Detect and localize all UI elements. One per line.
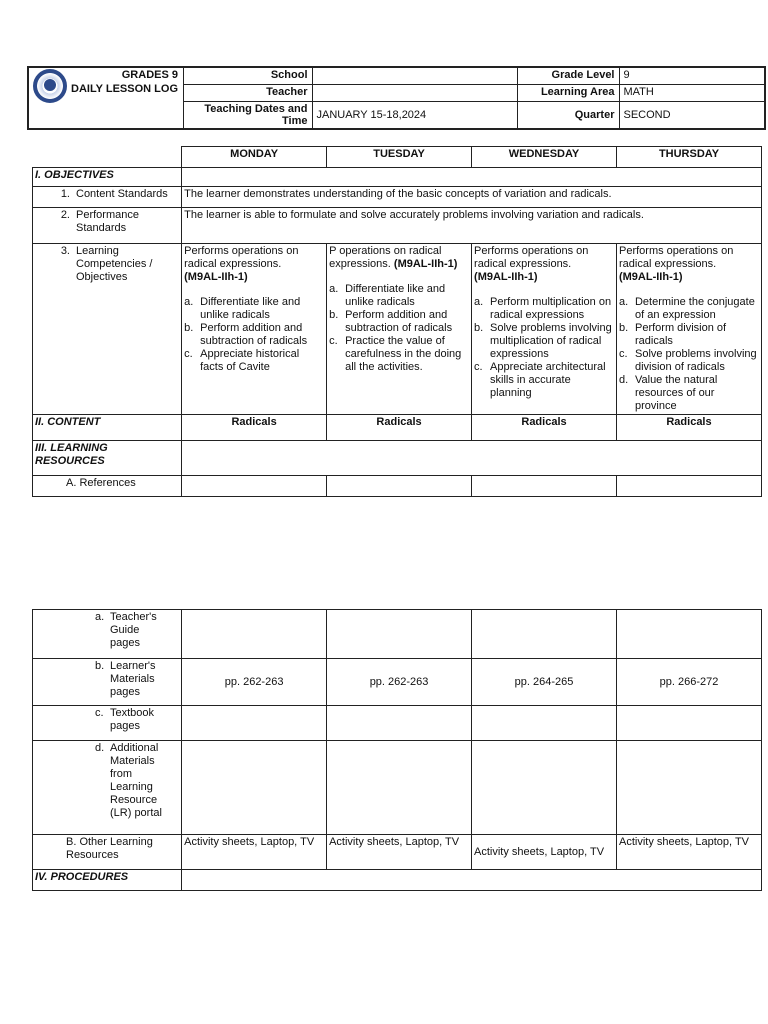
sub-marker: b. (95, 660, 105, 672)
grade-level-value: 9 (619, 67, 765, 85)
tg-thursday (616, 610, 761, 659)
item-marker: b. (329, 309, 339, 321)
item-marker: c. (184, 348, 193, 360)
competency-item: Determine the conjugate of an expression (634, 296, 755, 321)
lm-tuesday: pp. 262-263 (327, 659, 472, 706)
competency-code: (M9AL-IIh-1) (474, 271, 538, 283)
competencies-label: Learning Competencies / Objectives (76, 245, 153, 283)
tb-wednesday (472, 706, 617, 741)
teacher-label: Teacher (183, 85, 312, 102)
other-resources-label: B. Other Learning Resources (33, 835, 182, 870)
lm-wednesday: pp. 264-265 (472, 659, 617, 706)
corner-cell (33, 147, 182, 168)
log-title (60, 68, 178, 96)
am-thursday (616, 741, 761, 835)
references-label: A. References (33, 476, 182, 497)
item-marker: b. (184, 322, 194, 334)
competencies-thursday (616, 244, 761, 415)
school-value (312, 67, 517, 85)
competency-intro: Performs operations on radical expressions. (474, 245, 589, 270)
content-heading: II. CONTENT (33, 415, 182, 441)
item-marker: b. (474, 322, 484, 334)
content-standards-num: 1. (60, 188, 70, 200)
competency-intro: P operations on radical expressions. (329, 245, 442, 270)
dates-label: Teaching Dates and Time (183, 102, 312, 130)
item-marker: a. (474, 296, 484, 308)
day-wednesday: WEDNESDAY (472, 147, 617, 168)
competency-item: Appreciate historical facts of Cavite (200, 348, 300, 373)
other-monday: Activity sheets, Laptop, TV (182, 835, 327, 870)
procedures-heading: IV. PROCEDURES (33, 870, 182, 891)
day-thursday: THURSDAY (616, 147, 761, 168)
content-tuesday: Radicals (327, 415, 472, 441)
competency-item: Value the natural resources of our province (634, 374, 718, 412)
references-thursday (616, 476, 761, 497)
textbook-label-cell (33, 706, 182, 741)
objectives-blank (182, 168, 762, 187)
resources-heading: III. LEARNING RESOURCES (33, 441, 182, 476)
additional-materials-label-cell (33, 741, 182, 835)
other-wednesday: Activity sheets, Laptop, TV (472, 835, 617, 870)
content-monday: Radicals (182, 415, 327, 441)
item-marker: b. (618, 322, 629, 334)
competency-item: Differentiate like and unlike radicals (345, 283, 446, 308)
references-wednesday (472, 476, 617, 497)
teacher-value (312, 85, 517, 102)
resources-blank (182, 441, 762, 476)
procedures-blank (182, 870, 762, 891)
competency-item: Solve problems involving multiplication of radical expressions (490, 322, 612, 360)
item-marker: d. (618, 374, 629, 386)
grade-level-label: Grade Level (517, 67, 619, 85)
item-marker: a. (618, 296, 629, 308)
grade-title: GRADES 9 (121, 69, 178, 81)
competency-code: (M9AL-IIh-1) (393, 258, 458, 270)
competency-item: Appreciate architectural skills in accurate planning (490, 361, 606, 399)
performance-standards-label: Performance Standards (76, 209, 139, 234)
other-tuesday: Activity sheets, Laptop, TV (327, 835, 472, 870)
lm-monday: pp. 262-263 (182, 659, 327, 706)
sub-marker: a. (95, 611, 105, 623)
sub-marker: c. (95, 707, 104, 719)
tb-tuesday (327, 706, 472, 741)
content-standards-label: Content Standards (76, 188, 168, 200)
teachers-guide-label: Teacher's Guide pages (110, 611, 157, 649)
content-thursday: Radicals (616, 415, 761, 441)
performance-standards-num: 2. (60, 209, 70, 221)
item-marker: c. (474, 361, 483, 373)
teachers-guide-label-cell (33, 610, 182, 659)
learners-materials-label: Learner's Materials pages (110, 660, 156, 698)
quarter-label: Quarter (517, 102, 619, 130)
item-marker: a. (329, 283, 339, 295)
competency-item: Perform addition and subtraction of radicals (200, 322, 308, 347)
competency-item: Perform multiplication on radical expressions (490, 296, 612, 321)
competency-item: Perform division of radicals (634, 322, 727, 347)
competency-item: Perform addition and subtraction of radicals (345, 309, 453, 334)
competency-item: Practice the value of carefulness in the doing all the activities. (345, 335, 462, 373)
competency-intro: Performs operations on radical expressions. (184, 245, 299, 270)
competencies-label-cell (33, 244, 182, 415)
content-standards-label-cell (33, 187, 182, 208)
tg-tuesday (327, 610, 472, 659)
item-marker: c. (329, 335, 338, 347)
competencies-num: 3. (60, 245, 70, 257)
learning-area-label: Learning Area (517, 85, 619, 102)
performance-standards-text: The learner is able to formulate and solve accurately problems involving variation and radicals. (182, 208, 762, 244)
quarter-value: SECOND (619, 102, 765, 130)
am-wednesday (472, 741, 617, 835)
competency-item: Solve problems involving division of radicals (634, 348, 757, 373)
competency-intro: Performs operations on radical expressions. (618, 245, 734, 270)
references-monday (182, 476, 327, 497)
learners-materials-label-cell (33, 659, 182, 706)
competency-code: (M9AL-IIh-1) (184, 271, 248, 283)
am-tuesday (327, 741, 472, 835)
lm-thursday: pp. 266-272 (616, 659, 761, 706)
item-marker: a. (184, 296, 194, 308)
item-marker: c. (618, 348, 628, 360)
textbook-label: Textbook pages (110, 707, 155, 732)
other-thursday: Activity sheets, Laptop, TV (616, 835, 761, 870)
day-monday: MONDAY (182, 147, 327, 168)
day-tuesday: TUESDAY (327, 147, 472, 168)
am-monday (182, 741, 327, 835)
competencies-monday (182, 244, 327, 415)
objectives-heading: I. OBJECTIVES (33, 168, 182, 187)
competency-item: Differentiate like and unlike radicals (200, 296, 301, 321)
performance-standards-label-cell (33, 208, 182, 244)
sub-marker: d. (95, 742, 105, 754)
tb-monday (182, 706, 327, 741)
additional-materials-label: Additional Materials from Learning Resource (LR) portal (110, 742, 162, 819)
content-wednesday: Radicals (472, 415, 617, 441)
references-tuesday (327, 476, 472, 497)
learning-area-value: MATH (619, 85, 765, 102)
daily-lesson-log-title: DAILY LESSON LOG (71, 83, 178, 95)
school-label: School (183, 67, 312, 85)
competencies-wednesday (472, 244, 617, 415)
tg-wednesday (472, 610, 617, 659)
content-standards-text: The learner demonstrates understanding of the basic concepts of variation and radicals. (182, 187, 762, 208)
tg-monday (182, 610, 327, 659)
competency-code: (M9AL-IIh-1) (618, 271, 683, 283)
competencies-tuesday (327, 244, 472, 415)
lesson-table (32, 146, 762, 497)
dates-value: JANUARY 15-18,2024 (312, 102, 517, 130)
lesson-table-continued (32, 609, 762, 891)
tb-thursday (616, 706, 761, 741)
